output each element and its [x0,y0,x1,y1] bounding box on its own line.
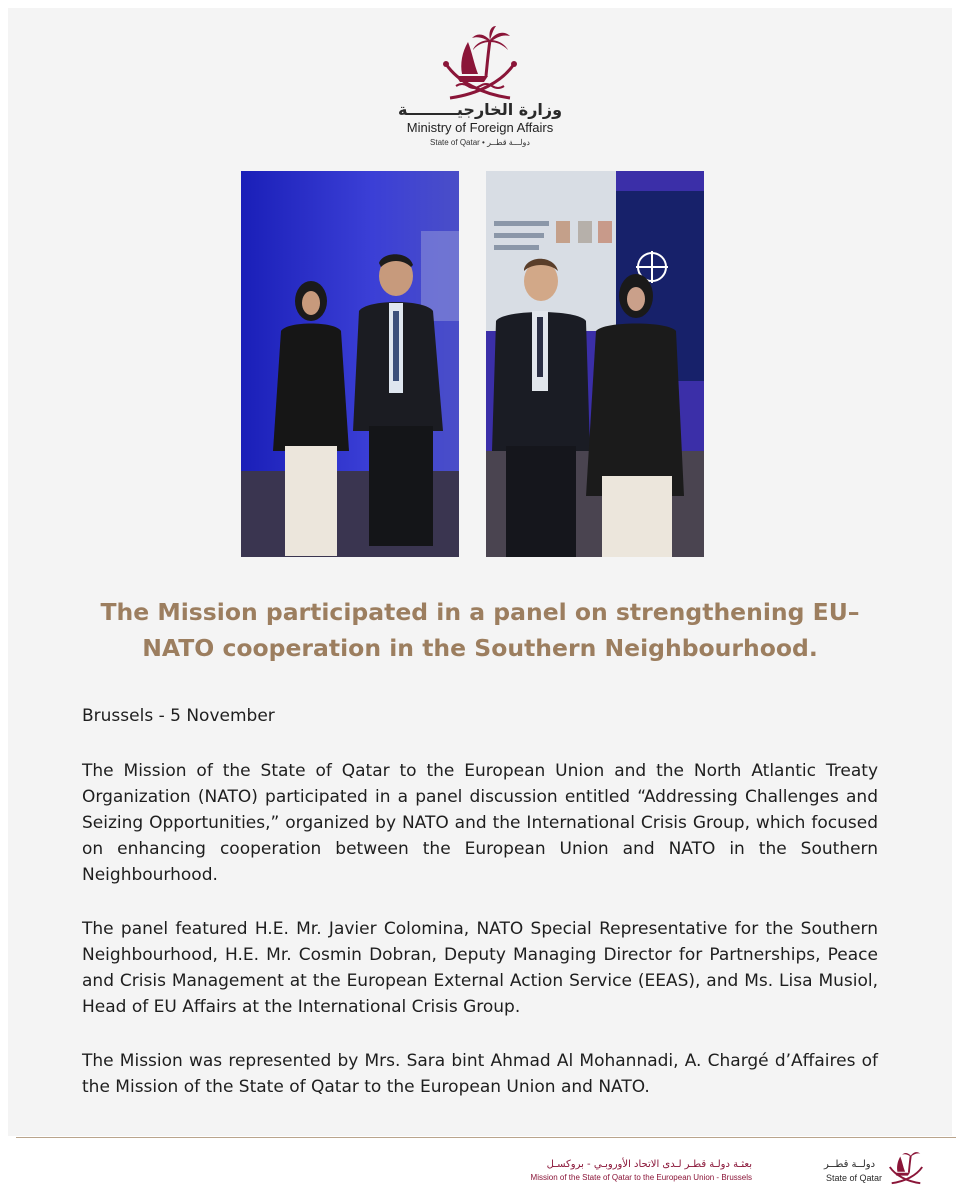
article-dateline: Brussels - 5 November [82,706,275,726]
article-paragraph: The Mission was represented by Mrs. Sara bint Ahmad Al Mohannadi, A. Chargé d’Affaires of the Mission of the State of Qatar to the European Union and NATO. [82,1051,878,1097]
mission-name-english: Mission of the State of Qatar to the European Union - Brussels [530,1173,752,1182]
state-of-qatar-line: State of Qatar • دولـــة قطــر [430,138,530,147]
event-photo-right [486,171,704,557]
mission-name-arabic: بعثـة دولـة قطـر لـدى الاتحاد الأوروبـي - بروكسـل [546,1159,752,1170]
footer-state-english: State of Qatar [826,1173,883,1183]
ministry-name-english: Ministry of Foreign Affairs [406,120,554,135]
qatar-emblem-icon [438,24,522,104]
article-headline: The Mission participated in a panel on strengthening EU–NATO cooperation in the Southern Neighbourhood. [100,598,860,662]
footer-state-arabic: دولــة قطــر [824,1159,876,1170]
article-paragraph: The panel featured H.E. Mr. Javier Colomina, NATO Special Representative for the Southern Neighbourhood, H.E. Mr. Cosmin Dobran, Deputy Managing Director for Partnerships, Peace and Crisis Management at the European External Action Service (EEAS), and Ms. Lisa Musiol, Head of EU Affairs at the International Crisis Group. [82,919,878,1017]
qatar-emblem-small-icon [886,1147,926,1187]
article-paragraph: The Mission of the State of Qatar to the European Union and the North Atlantic Treaty Organization (NATO) participated in a panel discussion entitled “Addressing Challenges and Seizing Opportunities,” organized by NATO and the International Crisis Group, which focused on enhancing cooperation between the European Union and NATO in the Southern Neighbourhood. [82,761,878,885]
event-photo-left [241,171,459,557]
footer-divider [16,1137,956,1138]
ministry-name-arabic: وزارة الخارجيـــــــــة [397,100,563,119]
